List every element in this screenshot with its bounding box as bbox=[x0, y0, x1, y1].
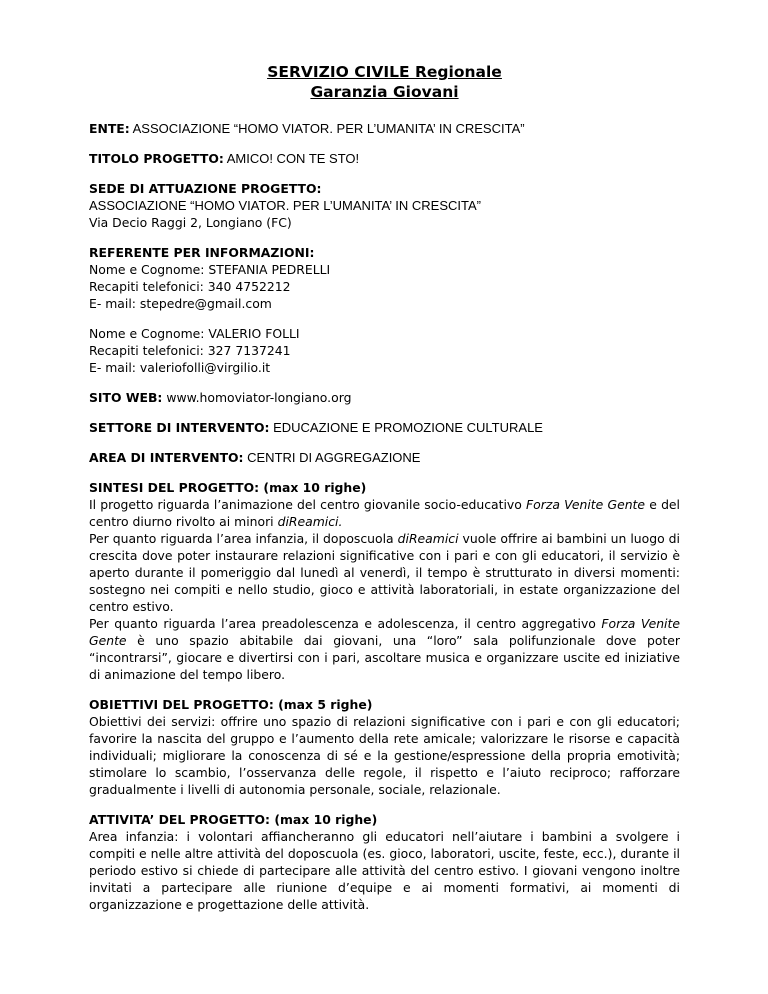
sintesi-p2-text-a: Per quanto riguarda l’area infanzia, il doposcuola bbox=[89, 531, 398, 546]
attivita-section bbox=[89, 811, 680, 913]
contact-2-phone: Recapiti telefonici: 327 7137241 bbox=[89, 343, 291, 358]
sito-value: www.homoviator-longiano.org bbox=[162, 390, 352, 405]
sintesi-p3-text-a: Per quanto riguarda l’area preadolescenza e adolescenza, il centro aggregativo bbox=[89, 616, 602, 631]
sintesi-p3-text-b: è uno spazio abitabile dai giovani, una “loro” sala polifunzionale dove poter “incontrarsi”, giocare e divertirsi con i pari, ascoltare musica e organizzare uscite ed iniziative di animazione del tempo libero. bbox=[89, 633, 680, 682]
sintesi-p1-text-a: Il progetto riguarda l’animazione del centro giovanile socio-educativo bbox=[89, 497, 527, 512]
area-value: CENTRI DI AGGREGAZIONE bbox=[243, 450, 421, 465]
sintesi-paragraph-2 bbox=[89, 530, 680, 615]
sintesi-section bbox=[89, 479, 680, 683]
sintesi-p3-italic: Forza Venite Gente bbox=[89, 616, 680, 648]
contact-1-name: Nome e Cognome: STEFANIA PEDRELLI bbox=[89, 262, 331, 277]
sito-section bbox=[89, 389, 680, 406]
title-line-2: Garanzia Giovani bbox=[310, 83, 459, 101]
contact-1-phone: Recapiti telefonici: 340 4752212 bbox=[89, 279, 291, 294]
obiettivi-label: OBIETTIVI DEL PROGETTO: (max 5 righe) bbox=[89, 697, 373, 712]
ente-section bbox=[89, 120, 680, 137]
contact-2-name: Nome e Cognome: VALERIO FOLLI bbox=[89, 326, 300, 341]
sintesi-p1-italic-2: diReamici. bbox=[277, 514, 343, 529]
sintesi-paragraph-1 bbox=[89, 496, 680, 530]
titolo-label: TITOLO PROGETTO: bbox=[89, 151, 224, 166]
sintesi-paragraph-3 bbox=[89, 615, 680, 683]
sintesi-p2-italic: diReamici bbox=[397, 531, 459, 546]
area-section bbox=[89, 449, 680, 466]
titolo-value: AMICO! CON TE STO! bbox=[223, 151, 360, 166]
ente-value: ASSOCIAZIONE “HOMO VIATOR. PER L’UMANITA’ IN CRESCITA” bbox=[129, 121, 525, 136]
sintesi-label: SINTESI DEL PROGETTO: (max 10 righe) bbox=[89, 480, 367, 495]
attivita-text: Area infanzia: i volontari affiancheranno gli educatori nell’aiutare i bambini a svolgere i compiti e nelle altre attività del doposcuola (es. gioco, laboratori, uscite, feste, ecc.), durante il periodo estivo si chiede di partecipare alle attività del centro estivo. I giovani vengono inoltre invitati a partecipare alle riunione d’equipe e ai momenti formativi, ai momenti di organizzazione e progettazione delle attività. bbox=[89, 829, 680, 912]
sintesi-p1-text-b: e del centro diurno rivolto ai minori bbox=[89, 497, 680, 529]
sede-line-2: Via Decio Raggi 2, Longiano (FC) bbox=[89, 215, 292, 230]
sede-label: SEDE DI ATTUAZIONE PROGETTO: bbox=[89, 181, 322, 196]
ente-label: ENTE: bbox=[89, 121, 130, 136]
contact-1-email: E- mail: stepedre@gmail.com bbox=[89, 296, 272, 311]
contact-2-email: E- mail: valeriofolli@virgilio.it bbox=[89, 360, 271, 375]
obiettivi-text: Obiettivi dei servizi: offrire uno spazio di relazioni significative con i pari e con gli educatori; favorire la nascita del gruppo e l’aumento della rete amicale; valorizzare le risorse e capacità individuali; migliorare la conoscenza di sé e la gestione/espressione della propria emotività; stimolare lo scambio, l’osservanza delle regole, il rispetto e l’aiuto reciproco; rafforzare gradualmente i livelli di autonomia personale, sociale, relazionale. bbox=[89, 714, 680, 797]
sede-line-1: ASSOCIAZIONE “HOMO VIATOR. PER L’UMANITA’ IN CRESCITA” bbox=[89, 198, 481, 213]
sintesi-p2-text-b: vuole offrire ai bambini un luogo di crescita dove poter instaurare relazioni significative con i pari e con gli educatori, il servizio è aperto durante il pomeriggio dal lunedì al venerdì, il tempo è strutturato in diversi momenti: sostegno nei compiti e nello studio, gioco e attività laboratoriali, in estate organizzazione del centro estivo. bbox=[89, 531, 680, 614]
area-label: AREA DI INTERVENTO: bbox=[89, 450, 244, 465]
referente-contact-2 bbox=[89, 325, 680, 376]
sintesi-p1-italic-1: Forza Venite Gente bbox=[526, 497, 646, 512]
titolo-section bbox=[89, 150, 680, 167]
settore-section bbox=[89, 419, 680, 436]
referente-section bbox=[89, 244, 680, 312]
referente-label: REFERENTE PER INFORMAZIONI: bbox=[89, 245, 315, 260]
obiettivi-section bbox=[89, 696, 680, 798]
settore-value: EDUCAZIONE E PROMOZIONE CULTURALE bbox=[269, 420, 543, 435]
settore-label: SETTORE DI INTERVENTO: bbox=[89, 420, 270, 435]
document-title bbox=[89, 62, 680, 102]
attivita-label: ATTIVITA’ DEL PROGETTO: (max 10 righe) bbox=[89, 812, 378, 827]
sede-section bbox=[89, 180, 680, 231]
sito-label: SITO WEB: bbox=[89, 390, 163, 405]
title-line-1: SERVIZIO CIVILE Regionale bbox=[267, 63, 502, 81]
